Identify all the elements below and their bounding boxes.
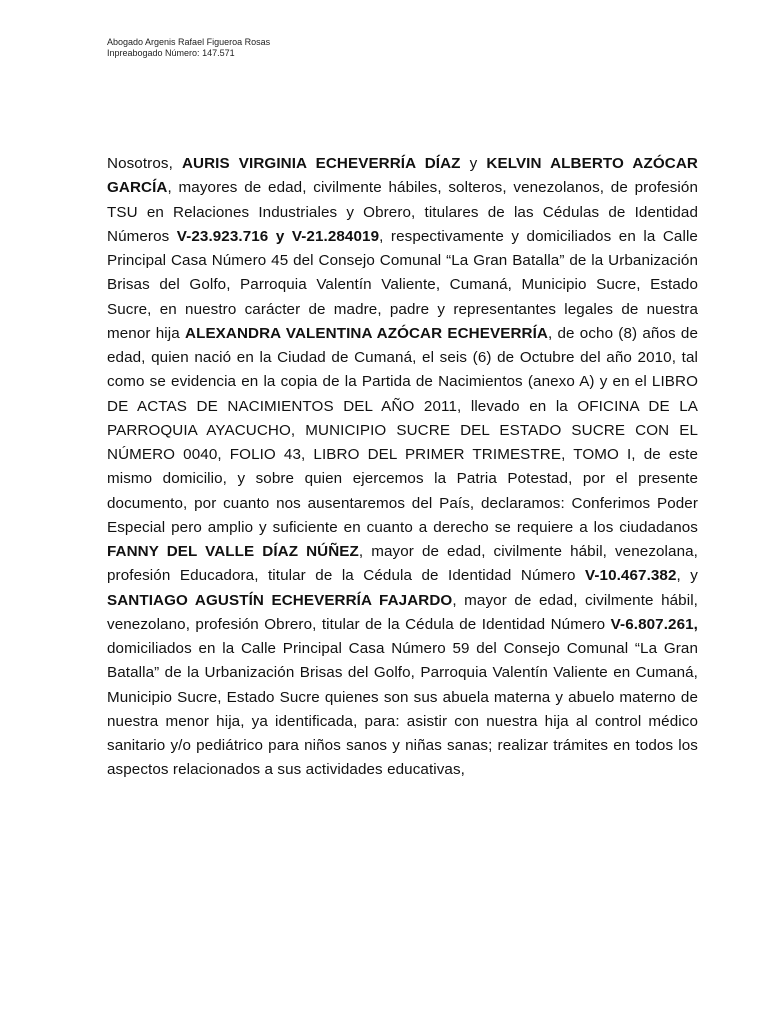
- body-text-segment: , mayores de edad, civilmente hábiles, solteros, venezolanos, de profesión TSU en Relaciones Industriales y Obrero, titulares de las Cédulas de Identidad Números: [107, 179, 698, 245]
- body-text-segment: , y: [676, 567, 699, 585]
- body-text-segment: , respectivamente y domiciliados en la Calle Principal Casa Número 45 del Consejo Comunal “La Gran Batalla” de la Urbanización Brisas del Golfo, Parroquia Valentín Valiente, Cumaná, Municipio Sucre, Estado Sucre, en nuestro carácter de madre, padre y representantes legales de nuestra menor hija: [107, 227, 698, 342]
- body-text-segment: y: [460, 155, 487, 172]
- father-name: KELVIN ALBERTO AZÓCAR GARCÍA: [107, 155, 698, 197]
- body-text-segment: , mayor de edad, civilmente hábil, venezolano, profesión Obrero, titular de la Cédula de Identidad Número: [107, 591, 698, 633]
- body-text-segment: domiciliados en la Calle Principal Casa Número 59 del Consejo Comunal “La Gran Batalla” de la Urbanización Brisas del Golfo, Parroquia Valentín Valiente en Cumaná, Municipio Sucre, Estado Sucre quienes son sus abuela materna y abuelo materno de nuestra menor hija, ya identificada, para: asistir con nuestra hija al control médico sanitario y/o pediátrico para niños sanos y niñas sanas; realizar trámites en todos los aspectos relacionados a sus actividades educativas,: [107, 640, 698, 779]
- body-text-segment: , mayor de edad, civilmente hábil, venezolana, profesión Educadora, titular de la Cédula de Identidad Número: [107, 543, 698, 585]
- letterhead-inpreabogado-number: Inpreabogado Número: 147.571: [107, 48, 235, 58]
- letterhead-lawyer-name: Abogado Argenis Rafael Figueroa Rosas: [107, 37, 271, 47]
- parents-id-numbers: V-23.923.716 y V-21.284019: [176, 227, 380, 245]
- body-text-segment: , de ocho (8) años de edad, quien nació en la Ciudad de Cumaná, el seis (6) de Octubre del año 2010, tal como se evidencia en la copia de la Partida de Nacimientos (anexo A) y en el LIBRO DE ACTAS DE NACIMIENTOS DEL AÑO 2011, llevado en la OFICINA DE LA PARROQUIA AYACUCHO, MUNICIPIO SUCRE DEL ESTADO SUCRE CON EL NÚMERO 0040, FOLIO 43, LIBRO DEL PRIMER TRIMESTRE, TOMO I, de este mismo domicilio, y sobre quien ejercemos la Patria Potestad, por el presente documento, por cuanto nos ausentaremos del País, declaramos: Conferimos Poder Especial pero amplio y suficiente en cuanto a derecho se requiere a los ciudadanos: [107, 324, 698, 536]
- body-text-segment: Nosotros,: [107, 155, 182, 172]
- daughter-name: ALEXANDRA VALENTINA AZÓCAR ECHEVERRÍA: [185, 324, 548, 342]
- grandmother-name: FANNY DEL VALLE DÍAZ NÚÑEZ: [107, 543, 359, 560]
- document-body-paragraph: [107, 152, 698, 783]
- grandfather-id-number: V-6.807.261,: [610, 615, 698, 633]
- grandmother-id-number: V-10.467.382: [584, 567, 677, 585]
- mother-name: AURIS VIRGINIA ECHEVERRÍA DÍAZ: [181, 155, 461, 172]
- letterhead: [107, 37, 270, 59]
- grandfather-name: SANTIAGO AGUSTÍN ECHEVERRÍA FAJARDO: [107, 591, 453, 609]
